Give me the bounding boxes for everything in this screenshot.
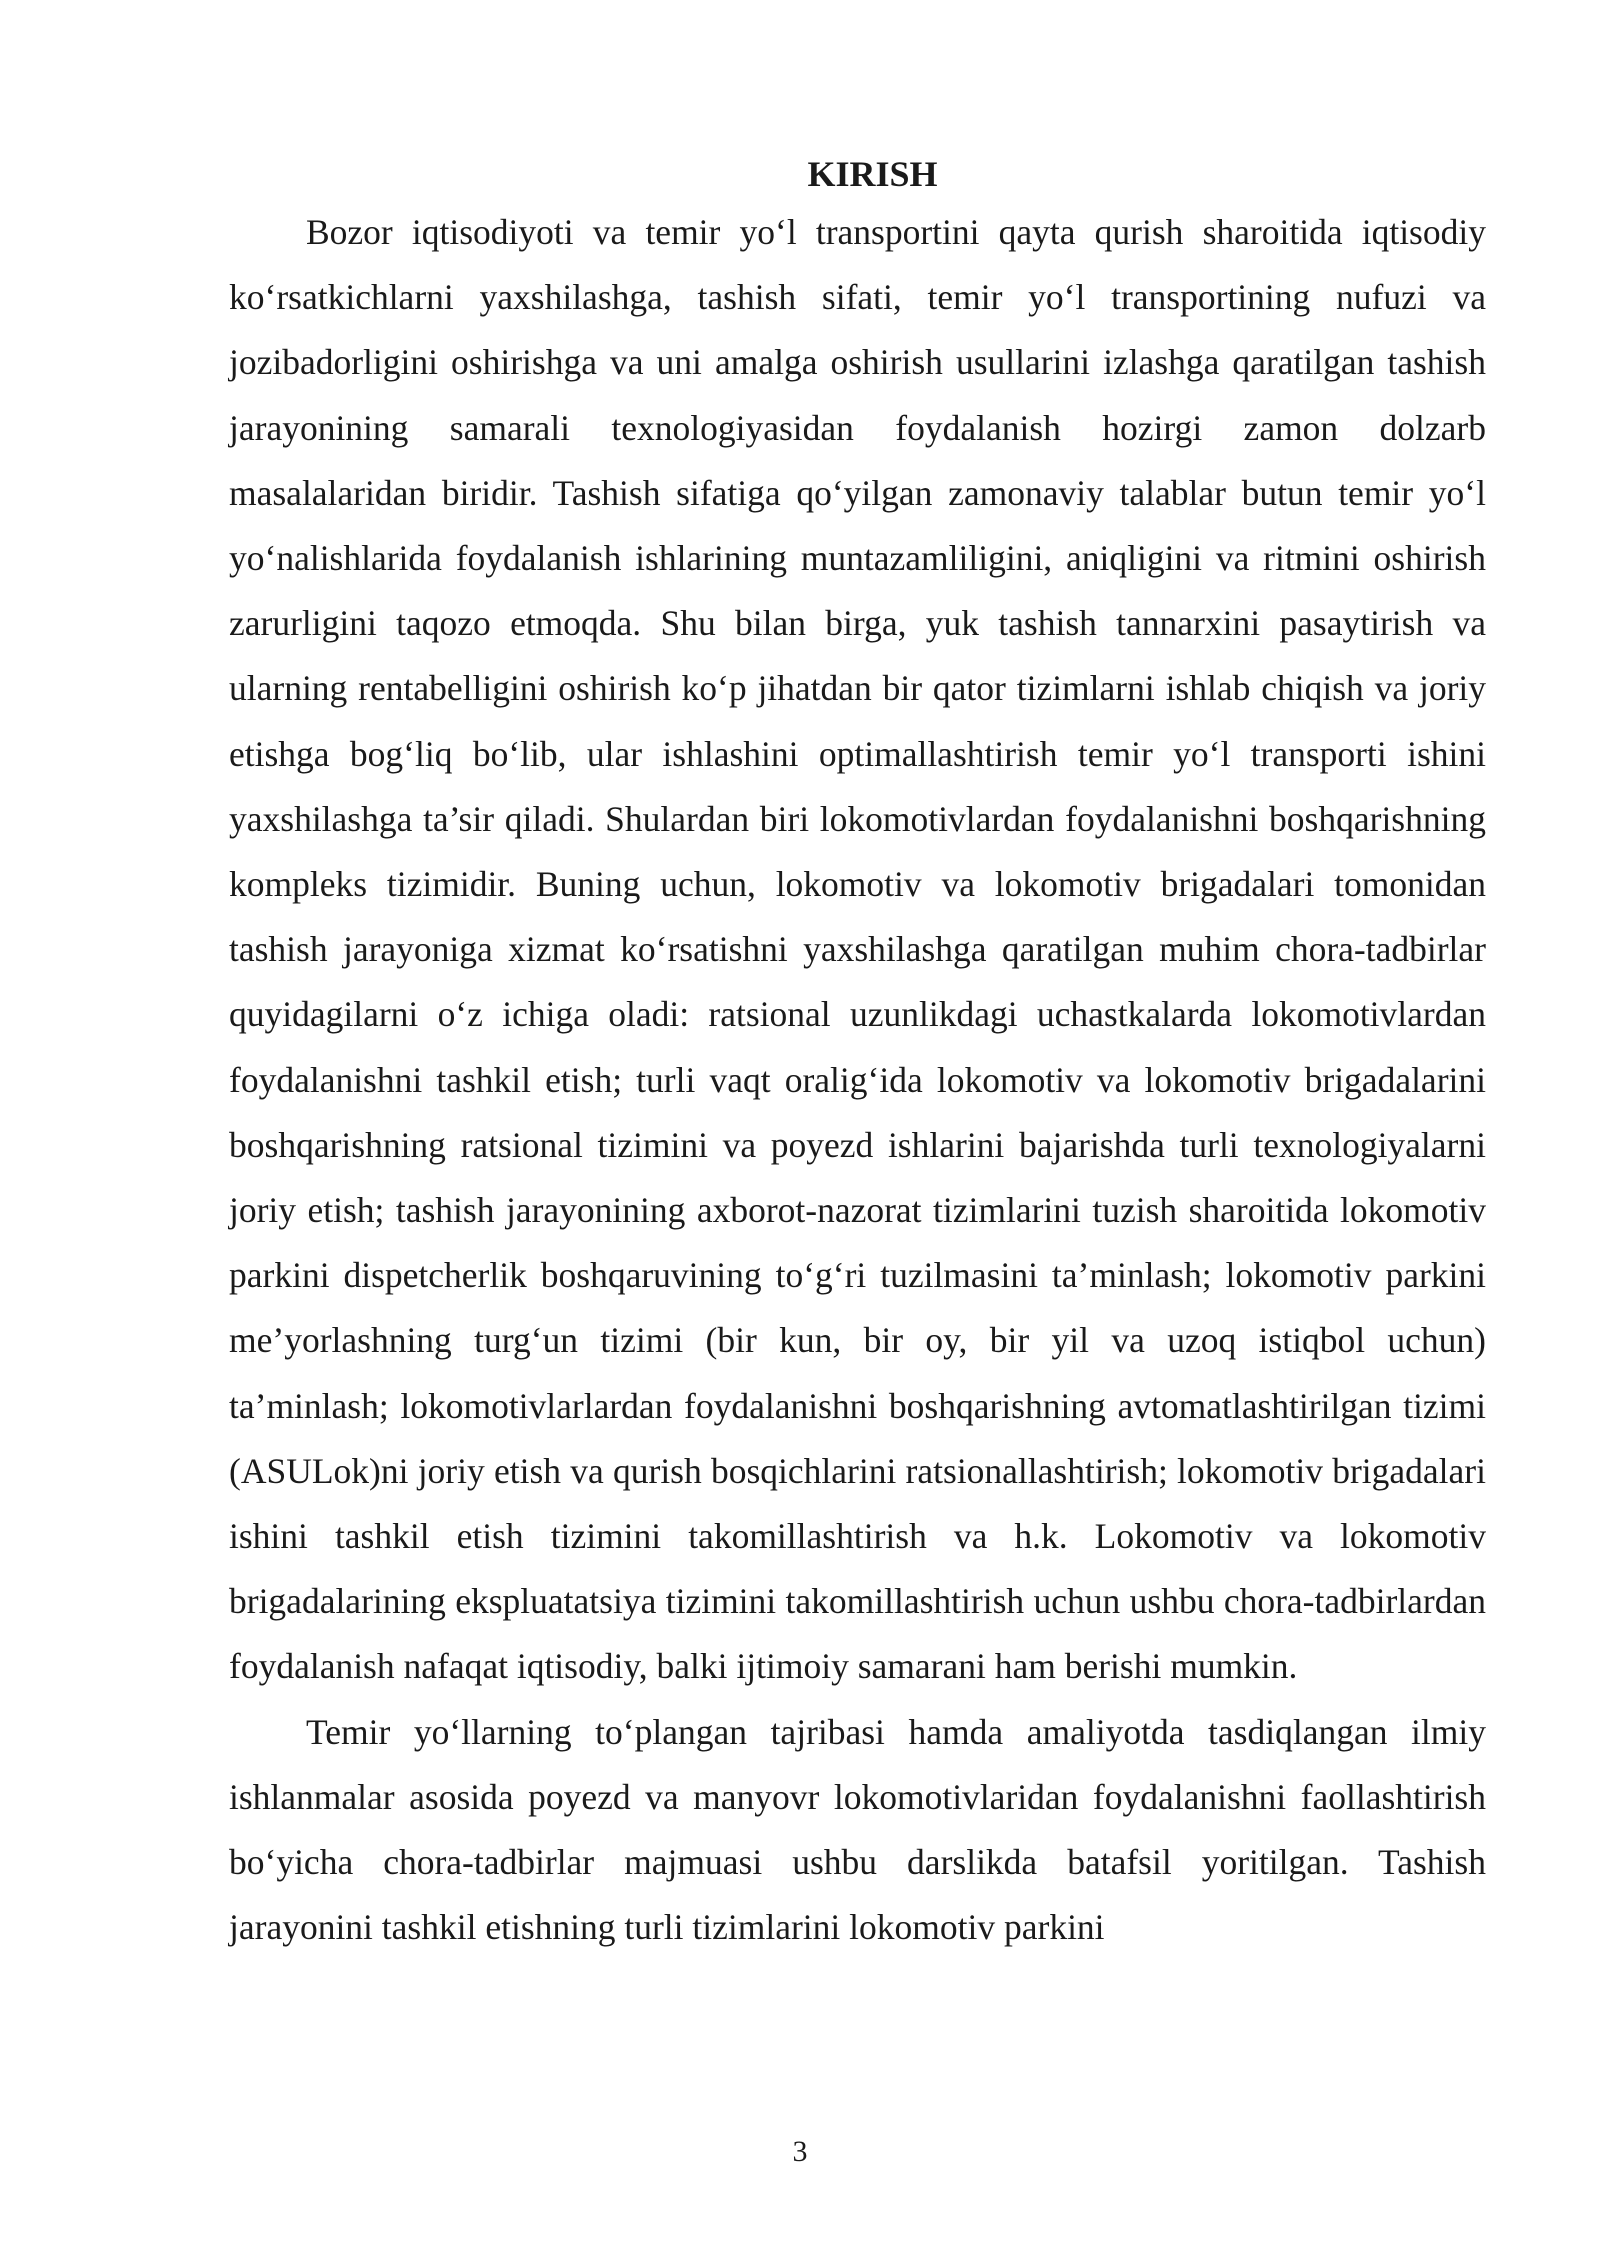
page-number: 3 — [792, 2135, 808, 2168]
page-content — [229, 148, 1486, 1960]
paragraph-intro: Bozor iqtisodiyoti va temir yo‘l transportini qayta qurish sharoitida iqtisodiy ko‘rsatkichlarni yaxshilashga, tashish sifati, temir yo‘l transportining nufuzi va jozibadorligini oshirishga va uni amalga oshirish usullarini izlashga qaratilgan tashish jarayonining samarali texnologiyasidan foydalanish hozirgi zamon dolzarb masalalaridan biridir. Tashish sifatiga qo‘yilgan zamonaviy talablar butun temir yo‘l yo‘nalishlarida foydalanish ishlarining muntazamliligini, aniqligini va ritmini oshirish zarurligini taqozo etmoqda. Shu bilan birga, yuk tashish tannarxini pasaytirish va ularning rentabelligini oshirish ko‘p jihatdan bir qator tizimlarni ishlab chiqish va joriy etishga bog‘liq bo‘lib, ular ishlashini optimallashtirish temir yo‘l transporti ishini yaxshilashga ta’sir qiladi. Shulardan biri lokomotivlardan foydalanishni boshqarishning kompleks tizimidir. Buning uchun, lokomotiv va lokomotiv brigadalari tomonidan tashish jarayoniga xizmat ko‘rsatishni yaxshilashga qaratilgan muhim chora-tadbirlar quyidagilarni o‘z ichiga oladi: ratsional uzunlikdagi uchastkalarda lokomotivlardan foydalanishni tashkil etish; turli vaqt oralig‘ida lokomotiv va lokomotiv brigadalarini boshqarishning ratsional tizimini va poyezd ishlarini bajarishda turli texnologiyalarni joriy etish; tashish jarayonining axborot-nazorat tizimlarini tuzish sharoitida lokomotiv parkini dispetcherlik boshqaruvining to‘g‘ri tuzilmasini ta’minlash; lokomotiv parkini me’yorlashning turg‘un tizimi (bir kun, bir oy, bir yil va uzoq istiqbol uchun) ta’minlash; lokomotivlarlardan foydalanishni boshqarishning avtomatlashtirilgan tizimi (ASULok)ni joriy etish va qurish bosqichlarini ratsionallashtirish; lokomotiv brigadalari ishini tashkil etish tizimini takomillashtirish va h.k. Lokomotiv va lokomotiv brigadalarining ekspluatatsiya tizimini takomillashtirish uchun ushbu chora-tadbirlardan foydalanish nafaqat iqtisodiy, balki ijtimoiy samarani ham berishi mumkin. — [229, 212, 1486, 1687]
paragraph-experience: Temir yo‘llarning to‘plangan tajribasi hamda amaliyotda tasdiqlangan ilmiy ishlanmalar asosida poyezd va manyovr lokomotivlaridan foydalanishni faollashtirish bo‘yicha chora-tadbirlar majmuasi ushbu darslikda batafsil yoritilgan. Tashish jarayonini tashkil etishning turli tizimlarini lokomotiv parkini — [229, 1711, 1486, 1948]
section-heading: KIRISH — [807, 154, 938, 194]
